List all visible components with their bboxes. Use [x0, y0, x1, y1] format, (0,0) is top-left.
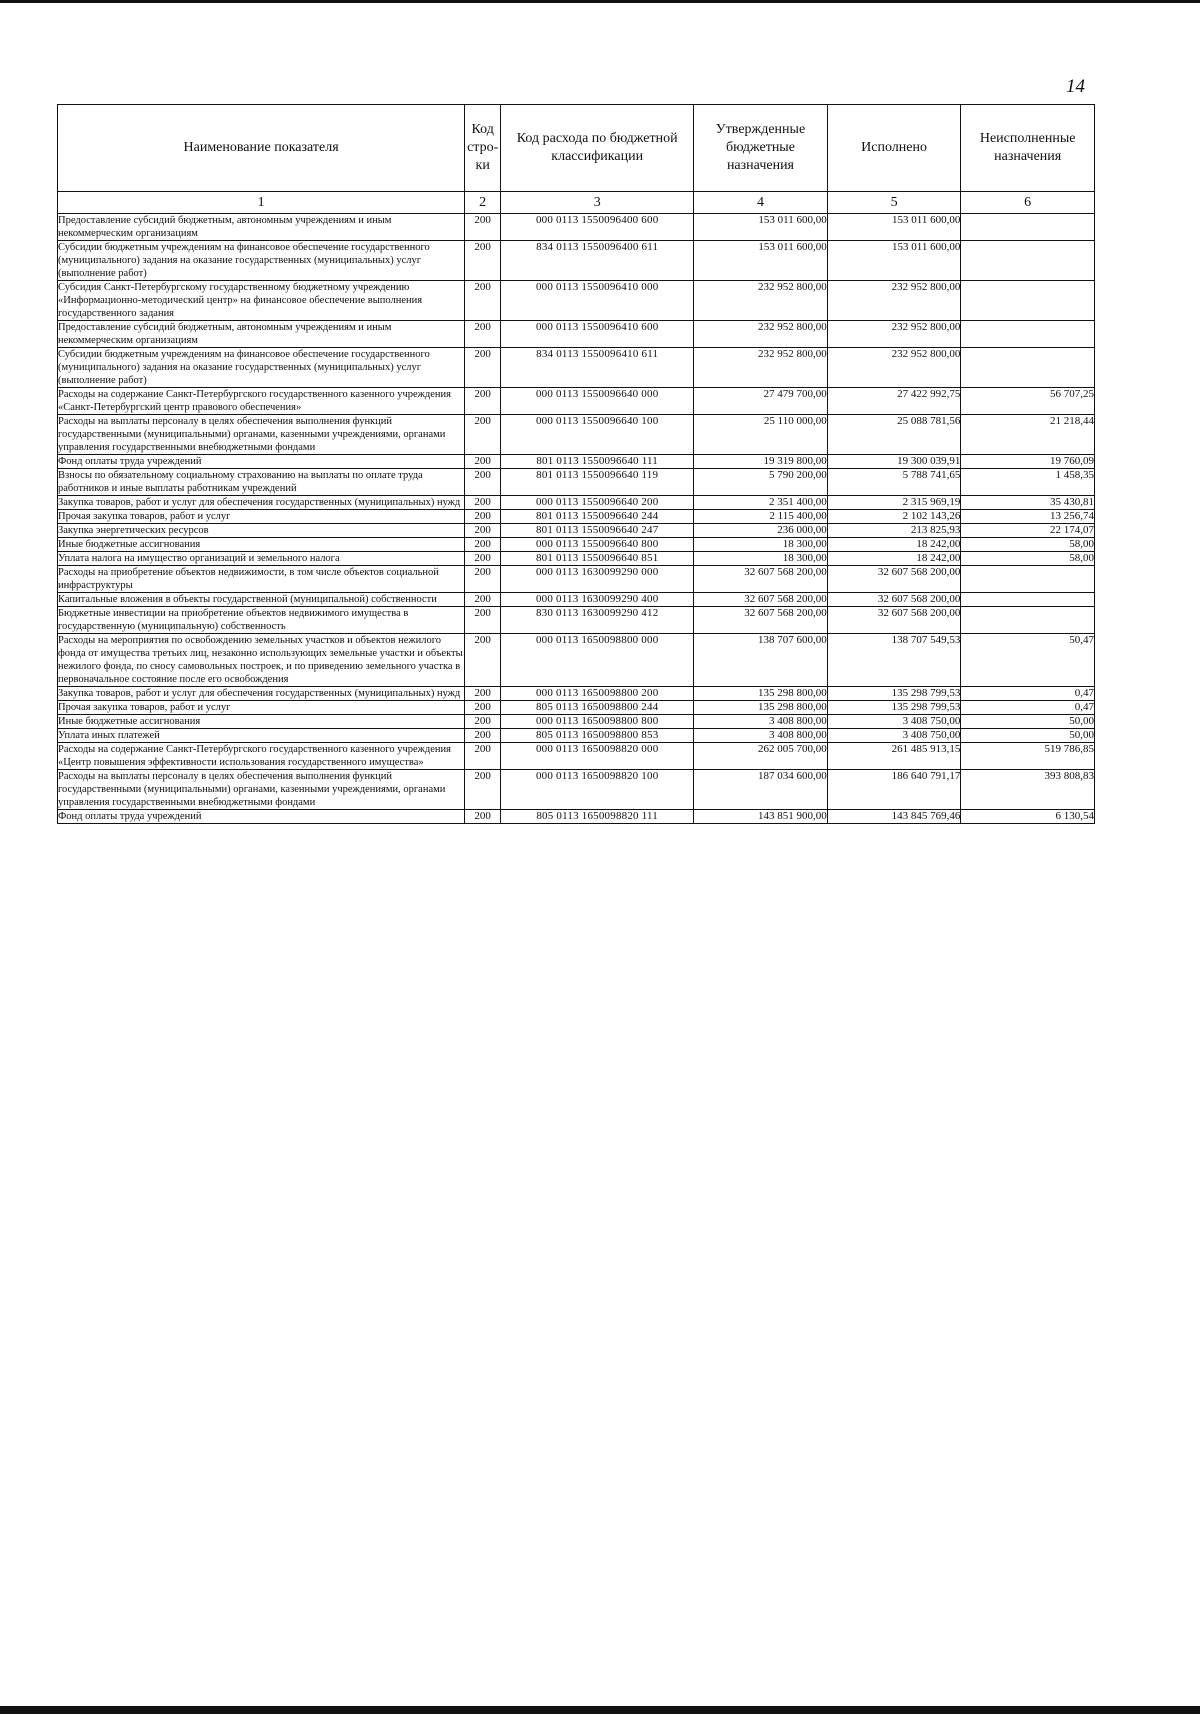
row-name-cell: Закупка товаров, работ и услуг для обеспечения государственных (муниципальных) нужд — [58, 687, 465, 701]
row-approved-cell: 32 607 568 200,00 — [694, 593, 828, 607]
row-unexecuted-cell — [961, 607, 1095, 634]
row-name-cell: Уплата налога на имущество организаций и земельного налога — [58, 552, 465, 566]
row-kbk-cell: 000 0113 1550096640 100 — [501, 415, 694, 455]
row-kbk-cell: 000 0113 1630099290 400 — [501, 593, 694, 607]
row-executed-cell: 232 952 800,00 — [827, 321, 961, 348]
row-name-cell: Расходы на приобретение объектов недвижимости, в том числе объектов социальной инфраструктуры — [58, 566, 465, 593]
header-unexecuted: Неисполненные назначения — [961, 105, 1095, 192]
table-row — [58, 607, 1095, 634]
row-name-cell: Расходы на содержание Санкт-Петербургского государственного казенного учреждения «Центр повышения эффективности использования государственного имущества» — [58, 743, 465, 770]
row-executed-cell: 213 825,93 — [827, 524, 961, 538]
row-approved-cell: 18 300,00 — [694, 552, 828, 566]
row-code-cell: 200 — [465, 715, 501, 729]
row-executed-cell: 27 422 992,75 — [827, 388, 961, 415]
table-row — [58, 770, 1095, 810]
row-name-cell: Иные бюджетные ассигнования — [58, 715, 465, 729]
row-code-cell: 200 — [465, 634, 501, 687]
row-unexecuted-cell — [961, 321, 1095, 348]
row-name-cell: Фонд оплаты труда учреждений — [58, 810, 465, 824]
row-kbk-cell: 000 0113 1650098800 200 — [501, 687, 694, 701]
row-executed-cell: 18 242,00 — [827, 538, 961, 552]
row-name-cell: Предоставление субсидий бюджетным, автономным учреждениям и иным некоммерческим организациям — [58, 321, 465, 348]
row-unexecuted-cell: 50,47 — [961, 634, 1095, 687]
header-code: Код стро-ки — [465, 105, 501, 192]
row-approved-cell: 3 408 800,00 — [694, 715, 828, 729]
table-row — [58, 348, 1095, 388]
row-executed-cell: 19 300 039,91 — [827, 455, 961, 469]
row-code-cell: 200 — [465, 321, 501, 348]
row-kbk-cell: 000 0113 1550096640 000 — [501, 388, 694, 415]
table-body — [58, 214, 1095, 824]
row-approved-cell: 32 607 568 200,00 — [694, 607, 828, 634]
row-code-cell: 200 — [465, 743, 501, 770]
row-approved-cell: 143 851 900,00 — [694, 810, 828, 824]
row-executed-cell: 232 952 800,00 — [827, 348, 961, 388]
row-approved-cell: 138 707 600,00 — [694, 634, 828, 687]
row-kbk-cell: 801 0113 1550096640 244 — [501, 510, 694, 524]
row-name-cell: Субсидия Санкт-Петербургскому государственному бюджетному учреждению «Информационно-методический центр» на финансовое обеспечение выполнения государственного задания — [58, 281, 465, 321]
row-name-cell: Взносы по обязательному социальному страхованию на выплаты по оплате труда работников и иные выплаты работникам учреждений — [58, 469, 465, 496]
row-approved-cell: 27 479 700,00 — [694, 388, 828, 415]
row-approved-cell: 153 011 600,00 — [694, 214, 828, 241]
row-unexecuted-cell — [961, 281, 1095, 321]
row-executed-cell: 3 408 750,00 — [827, 715, 961, 729]
row-code-cell: 200 — [465, 510, 501, 524]
row-name-cell: Иные бюджетные ассигнования — [58, 538, 465, 552]
row-kbk-cell: 000 0113 1650098800 000 — [501, 634, 694, 687]
row-unexecuted-cell: 1 458,35 — [961, 469, 1095, 496]
row-kbk-cell: 000 0113 1650098820 100 — [501, 770, 694, 810]
row-code-cell: 200 — [465, 607, 501, 634]
row-name-cell: Расходы на содержание Санкт-Петербургского государственного казенного учреждения «Санкт-Петербургский центр правового обеспечения» — [58, 388, 465, 415]
table-row — [58, 524, 1095, 538]
row-unexecuted-cell: 519 786,85 — [961, 743, 1095, 770]
table-row — [58, 687, 1095, 701]
header-approved: Утвержденные бюджетные назначения — [694, 105, 828, 192]
row-approved-cell: 232 952 800,00 — [694, 321, 828, 348]
row-unexecuted-cell: 22 174,07 — [961, 524, 1095, 538]
row-name-cell: Прочая закупка товаров, работ и услуг — [58, 701, 465, 715]
column-number: 4 — [694, 192, 828, 214]
table-row — [58, 538, 1095, 552]
row-kbk-cell: 000 0113 1550096410 000 — [501, 281, 694, 321]
row-kbk-cell: 834 0113 1550096410 611 — [501, 348, 694, 388]
row-approved-cell: 187 034 600,00 — [694, 770, 828, 810]
row-unexecuted-cell — [961, 348, 1095, 388]
row-code-cell: 200 — [465, 455, 501, 469]
column-number: 6 — [961, 192, 1095, 214]
row-unexecuted-cell: 393 808,83 — [961, 770, 1095, 810]
row-kbk-cell: 805 0113 1650098800 244 — [501, 701, 694, 715]
row-name-cell: Расходы на выплаты персоналу в целях обеспечения выполнения функций государственными (муниципальными) органами, казенными учреждениями, органами управления государственными внебюджетными фондами — [58, 770, 465, 810]
row-kbk-cell: 805 0113 1650098800 853 — [501, 729, 694, 743]
row-executed-cell: 2 315 969,19 — [827, 496, 961, 510]
row-unexecuted-cell: 0,47 — [961, 687, 1095, 701]
header-name: Наименование показателя — [58, 105, 465, 192]
row-approved-cell: 2 115 400,00 — [694, 510, 828, 524]
row-approved-cell: 32 607 568 200,00 — [694, 566, 828, 593]
row-code-cell: 200 — [465, 388, 501, 415]
row-approved-cell: 5 790 200,00 — [694, 469, 828, 496]
column-number: 2 — [465, 192, 501, 214]
row-executed-cell: 32 607 568 200,00 — [827, 566, 961, 593]
budget-execution-table — [57, 104, 1095, 824]
row-executed-cell: 25 088 781,56 — [827, 415, 961, 455]
row-code-cell: 200 — [465, 538, 501, 552]
row-unexecuted-cell: 58,00 — [961, 538, 1095, 552]
row-code-cell: 200 — [465, 566, 501, 593]
table-row — [58, 241, 1095, 281]
row-unexecuted-cell — [961, 241, 1095, 281]
page-number: 14 — [1066, 76, 1085, 97]
table-row — [58, 701, 1095, 715]
header-executed: Исполнено — [827, 105, 961, 192]
row-name-cell: Субсидии бюджетным учреждениям на финансовое обеспечение государственного (муниципального) задания на оказание государственных (муниципальных) услуг (выполнение работ) — [58, 241, 465, 281]
row-executed-cell: 186 640 791,17 — [827, 770, 961, 810]
row-unexecuted-cell — [961, 566, 1095, 593]
row-executed-cell: 153 011 600,00 — [827, 241, 961, 281]
row-name-cell: Уплата иных платежей — [58, 729, 465, 743]
column-number: 3 — [501, 192, 694, 214]
top-border-line — [0, 0, 1200, 3]
column-number: 1 — [58, 192, 465, 214]
row-unexecuted-cell: 0,47 — [961, 701, 1095, 715]
row-executed-cell: 135 298 799,53 — [827, 687, 961, 701]
row-unexecuted-cell — [961, 214, 1095, 241]
row-kbk-cell: 805 0113 1650098820 111 — [501, 810, 694, 824]
row-executed-cell: 143 845 769,46 — [827, 810, 961, 824]
table-row — [58, 743, 1095, 770]
row-kbk-cell: 801 0113 1550096640 119 — [501, 469, 694, 496]
row-name-cell: Закупка товаров, работ и услуг для обеспечения государственных (муниципальных) нужд — [58, 496, 465, 510]
table-row — [58, 455, 1095, 469]
row-code-cell: 200 — [465, 214, 501, 241]
row-kbk-cell: 830 0113 1630099290 412 — [501, 607, 694, 634]
table-row — [58, 566, 1095, 593]
table-row — [58, 634, 1095, 687]
row-name-cell: Закупка энергетических ресурсов — [58, 524, 465, 538]
row-code-cell: 200 — [465, 687, 501, 701]
table-row — [58, 388, 1095, 415]
header-row — [58, 105, 1095, 192]
row-code-cell: 200 — [465, 810, 501, 824]
row-unexecuted-cell: 6 130,54 — [961, 810, 1095, 824]
row-code-cell: 200 — [465, 281, 501, 321]
row-unexecuted-cell: 50,00 — [961, 729, 1095, 743]
row-approved-cell: 19 319 800,00 — [694, 455, 828, 469]
row-kbk-cell: 801 0113 1550096640 111 — [501, 455, 694, 469]
row-executed-cell: 153 011 600,00 — [827, 214, 961, 241]
row-code-cell: 200 — [465, 593, 501, 607]
row-kbk-cell: 801 0113 1550096640 247 — [501, 524, 694, 538]
row-code-cell: 200 — [465, 469, 501, 496]
row-unexecuted-cell: 50,00 — [961, 715, 1095, 729]
row-name-cell: Бюджетные инвестиции на приобретение объектов недвижимого имущества в государственную (муниципальную) собственность — [58, 607, 465, 634]
row-code-cell: 200 — [465, 348, 501, 388]
row-approved-cell: 3 408 800,00 — [694, 729, 828, 743]
row-unexecuted-cell: 56 707,25 — [961, 388, 1095, 415]
row-executed-cell: 5 788 741,65 — [827, 469, 961, 496]
table-row — [58, 214, 1095, 241]
row-code-cell: 200 — [465, 241, 501, 281]
table-row — [58, 510, 1095, 524]
row-kbk-cell: 801 0113 1550096640 851 — [501, 552, 694, 566]
table-row — [58, 415, 1095, 455]
row-executed-cell: 138 707 549,53 — [827, 634, 961, 687]
table-row — [58, 552, 1095, 566]
table-row — [58, 469, 1095, 496]
row-kbk-cell: 000 0113 1550096410 600 — [501, 321, 694, 348]
row-unexecuted-cell: 13 256,74 — [961, 510, 1095, 524]
row-code-cell: 200 — [465, 729, 501, 743]
row-executed-cell: 32 607 568 200,00 — [827, 593, 961, 607]
row-kbk-cell: 000 0113 1650098800 800 — [501, 715, 694, 729]
row-code-cell: 200 — [465, 552, 501, 566]
row-code-cell: 200 — [465, 496, 501, 510]
row-approved-cell: 153 011 600,00 — [694, 241, 828, 281]
row-executed-cell: 3 408 750,00 — [827, 729, 961, 743]
row-unexecuted-cell: 58,00 — [961, 552, 1095, 566]
table-row — [58, 321, 1095, 348]
row-approved-cell: 2 351 400,00 — [694, 496, 828, 510]
table-row — [58, 496, 1095, 510]
row-approved-cell: 135 298 800,00 — [694, 701, 828, 715]
row-unexecuted-cell — [961, 593, 1095, 607]
row-approved-cell: 232 952 800,00 — [694, 281, 828, 321]
row-unexecuted-cell: 35 430,81 — [961, 496, 1095, 510]
row-executed-cell: 232 952 800,00 — [827, 281, 961, 321]
row-name-cell: Расходы на выплаты персоналу в целях обеспечения выполнения функций государственными (муниципальными) органами, казенными учреждениями, органами управления государственными внебюджетными фондами — [58, 415, 465, 455]
row-name-cell: Субсидии бюджетным учреждениям на финансовое обеспечение государственного (муниципального) задания на оказание государственных (муниципальных) услуг (выполнение работ) — [58, 348, 465, 388]
table-row — [58, 593, 1095, 607]
row-code-cell: 200 — [465, 524, 501, 538]
row-approved-cell: 236 000,00 — [694, 524, 828, 538]
row-unexecuted-cell: 19 760,09 — [961, 455, 1095, 469]
row-code-cell: 200 — [465, 415, 501, 455]
table-row — [58, 715, 1095, 729]
table-row — [58, 810, 1095, 824]
row-approved-cell: 262 005 700,00 — [694, 743, 828, 770]
column-number-row — [58, 192, 1095, 214]
row-approved-cell: 232 952 800,00 — [694, 348, 828, 388]
row-approved-cell: 25 110 000,00 — [694, 415, 828, 455]
row-executed-cell: 18 242,00 — [827, 552, 961, 566]
row-executed-cell: 135 298 799,53 — [827, 701, 961, 715]
row-kbk-cell: 000 0113 1550096640 200 — [501, 496, 694, 510]
row-code-cell: 200 — [465, 770, 501, 810]
row-name-cell: Расходы на мероприятия по освобождению земельных участков и объектов нежилого фонда от имущества третьих лиц, незаконно использующих земельные участки и объекты нежилого фонда, по сносу самовольных построек, и по приведению земельного участка в первоначальное состояние после его освобождения — [58, 635, 463, 685]
row-kbk-cell: 834 0113 1550096400 611 — [501, 241, 694, 281]
table-row — [58, 281, 1095, 321]
header-kbk: Код расхода по бюджетной классификации — [501, 105, 694, 192]
row-code-cell: 200 — [465, 701, 501, 715]
row-executed-cell: 2 102 143,26 — [827, 510, 961, 524]
row-unexecuted-cell: 21 218,44 — [961, 415, 1095, 455]
row-name-cell: Прочая закупка товаров, работ и услуг — [58, 510, 465, 524]
row-kbk-cell: 000 0113 1650098820 000 — [501, 743, 694, 770]
row-name-cell: Предоставление субсидий бюджетным, автономным учреждениям и иным некоммерческим организациям — [58, 214, 465, 241]
row-approved-cell: 135 298 800,00 — [694, 687, 828, 701]
bottom-border-line — [0, 1706, 1200, 1714]
row-kbk-cell: 000 0113 1550096400 600 — [501, 214, 694, 241]
row-executed-cell: 32 607 568 200,00 — [827, 607, 961, 634]
row-approved-cell: 18 300,00 — [694, 538, 828, 552]
row-name-cell: Фонд оплаты труда учреждений — [58, 455, 465, 469]
row-kbk-cell: 000 0113 1630099290 000 — [501, 566, 694, 593]
column-number: 5 — [827, 192, 961, 214]
table-row — [58, 729, 1095, 743]
row-kbk-cell: 000 0113 1550096640 800 — [501, 538, 694, 552]
row-executed-cell: 261 485 913,15 — [827, 743, 961, 770]
row-name-cell: Капитальные вложения в объекты государственной (муниципальной) собственности — [58, 593, 465, 607]
